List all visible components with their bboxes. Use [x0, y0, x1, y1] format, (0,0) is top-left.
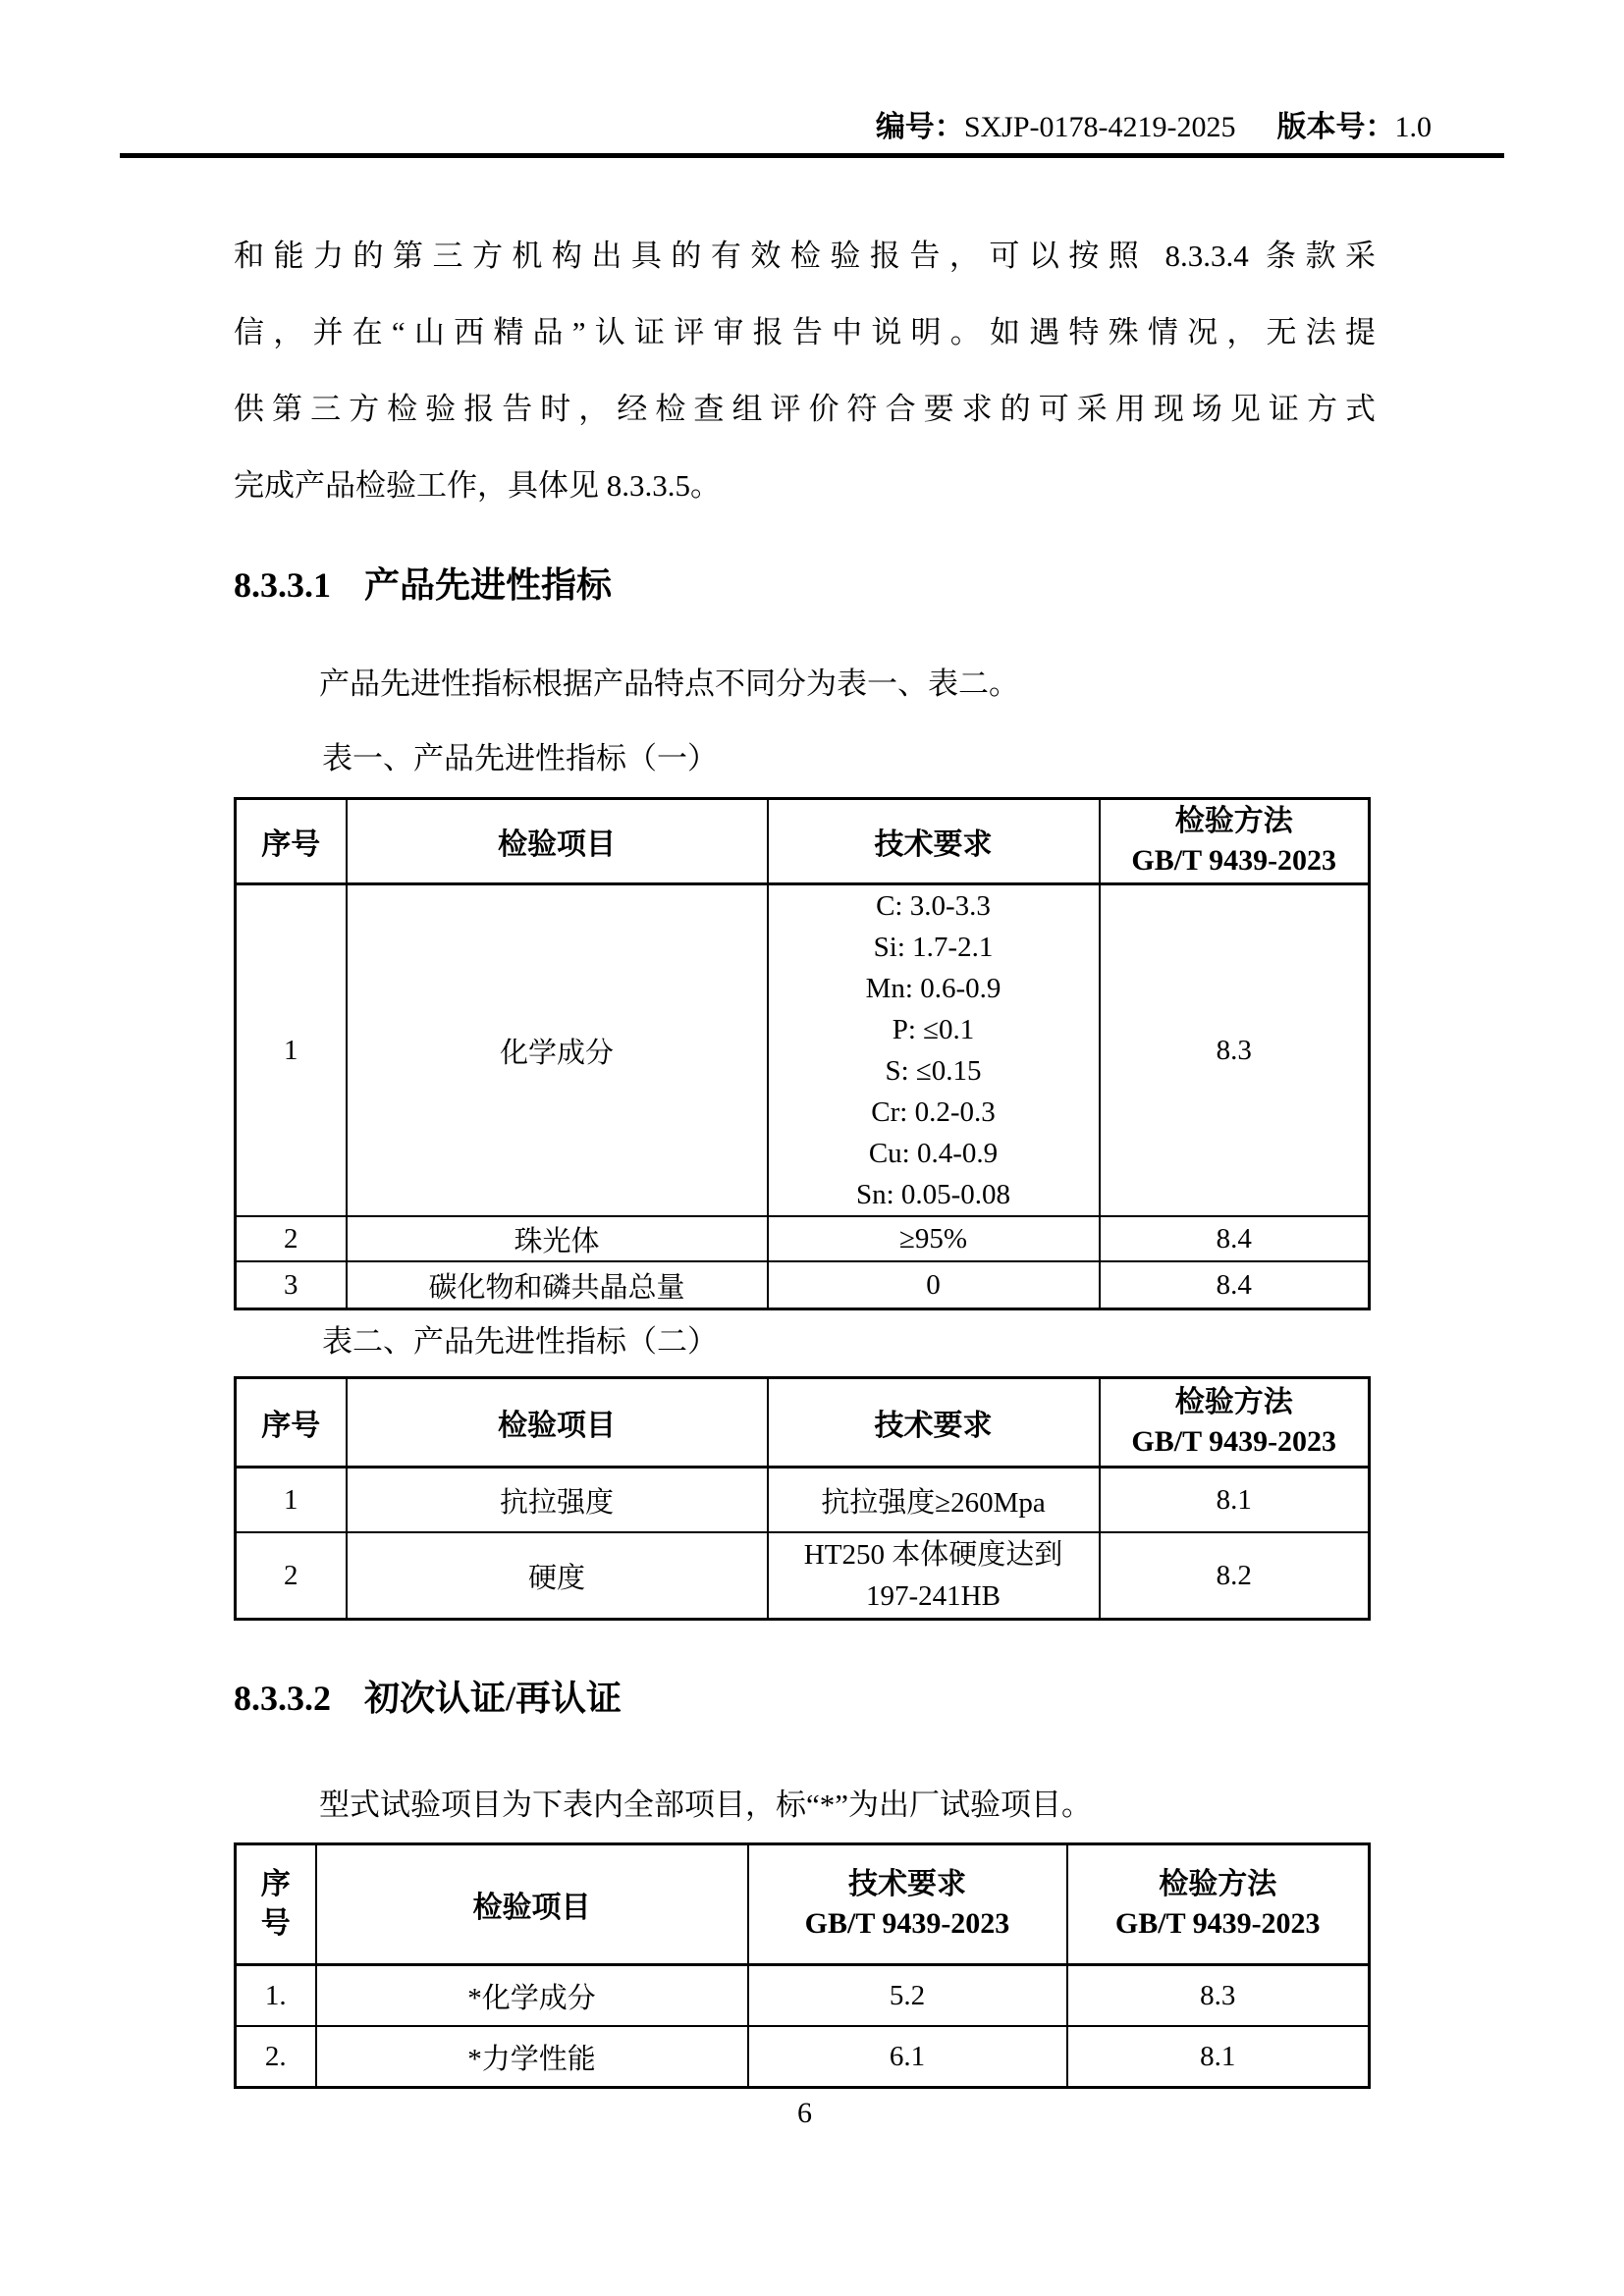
chem-line-cu: Cu: 0.4-0.9: [868, 1138, 999, 1169]
table3-type-test-items: [234, 1842, 1371, 2089]
table1-row-3: [236, 1261, 1370, 1309]
table3-header-requirement: [748, 1844, 1067, 1965]
table1-row-2: [236, 1216, 1370, 1261]
table2-row-1: [236, 1468, 1370, 1533]
table1-header-method-line1: 检验方法: [1174, 805, 1293, 837]
table3-r2-requirement: 6.1: [748, 2026, 1067, 2088]
table2-product-indicators-2: [234, 1376, 1371, 1621]
table3-header-seq-line2: 号: [260, 1907, 291, 1940]
table2-header-method-line2: GB/T 9439-2023: [1131, 1425, 1337, 1458]
table1-r1-requirement: [768, 884, 1100, 1217]
table2-r1-requirement: 抗拉强度≥260Mpa: [768, 1468, 1100, 1533]
chem-line-cr: Cr: 0.2-0.3: [871, 1096, 996, 1128]
table3-r1-seq: 1.: [236, 1965, 316, 2027]
table2-r2-method: 8.2: [1100, 1532, 1370, 1620]
intro-line-4: 完成产品检验工作，具体见 8.3.3.5。: [234, 468, 721, 503]
table2-r1-method: 8.1: [1100, 1468, 1370, 1533]
table2-row-2: [236, 1532, 1370, 1620]
table2-r2-seq: 2: [236, 1532, 347, 1620]
table3-header-req-line2: GB/T 9439-2023: [804, 1907, 1010, 1940]
header-divider-rule: [120, 153, 1504, 158]
table3-r1-requirement: 5.2: [748, 1965, 1067, 2027]
table2-r2-requirement: [768, 1532, 1100, 1620]
table3-header-req-line1: 技术要求: [848, 1868, 966, 1900]
table2-r1-seq: 1: [236, 1468, 347, 1533]
table2-caption: 表二、产品先进性指标（二）: [322, 1324, 718, 1359]
table2-r1-item: 抗拉强度: [347, 1468, 768, 1533]
table1-header-requirement: 技术要求: [768, 799, 1100, 884]
section2-paragraph: 型式试验项目为下表内全部项目，标“*”为出厂试验项目。: [319, 1788, 1093, 1822]
table2-header-row: [236, 1378, 1370, 1468]
table1-r2-requirement: ≥95%: [768, 1216, 1100, 1261]
doc-number-value: SXJP-0178-4219-2025: [963, 111, 1236, 143]
table1-r3-requirement: 0: [768, 1261, 1100, 1309]
table3-r2-seq: 2.: [236, 2026, 316, 2088]
table2-r2-req-line1: HT250 本体硬度达到: [803, 1539, 1063, 1571]
table1-r1-item: 化学成分: [347, 884, 768, 1217]
table2-r2-item: 硬度: [347, 1532, 768, 1620]
section-heading-8-3-3-2: [234, 1675, 1376, 1722]
table2-header-requirement: 技术要求: [768, 1378, 1100, 1468]
chem-line-p: P: ≤0.1: [892, 1014, 975, 1045]
table3-header-seq-line1: 序: [260, 1868, 291, 1900]
table3-row-2: [236, 2026, 1370, 2088]
section-number: 8.3.3.1: [234, 565, 331, 605]
table3-r2-item: *力学性能: [316, 2026, 748, 2088]
table3-header-seq: [236, 1844, 316, 1965]
document-header: [876, 108, 1432, 147]
chem-line-si: Si: 1.7-2.1: [873, 932, 994, 963]
table1-header-row: [236, 799, 1370, 884]
section2-number: 8.3.3.2: [234, 1679, 331, 1718]
table3-r1-method: 8.3: [1067, 1965, 1370, 2027]
table3-header-row: [236, 1844, 1370, 1965]
table2-header-seq: 序号: [236, 1378, 347, 1468]
table1-r3-method: 8.4: [1100, 1261, 1370, 1309]
table3-header-method-line1: 检验方法: [1159, 1868, 1277, 1900]
version-label: 版本号：: [1276, 111, 1395, 143]
table1-r1-method: 8.3: [1100, 884, 1370, 1217]
section2-title: 初次认证/再认证: [364, 1679, 623, 1718]
table1-r3-item: 碳化物和磷共晶总量: [347, 1261, 768, 1309]
version-value: 1.0: [1394, 111, 1432, 143]
table1-row-1: [236, 884, 1370, 1217]
intro-line-2: 信，并在“山西精品”认证评审报告中说明。如遇特殊情况，无法提: [234, 315, 1376, 349]
intro-paragraph: [234, 218, 1376, 524]
table1-header-item: 检验项目: [347, 799, 768, 884]
page-number: 6: [797, 2097, 812, 2129]
intro-line-1: 和能力的第三方机构出具的有效检验报告，可以按照 8.3.3.4 条款采: [234, 239, 1376, 273]
table3-r1-item: *化学成分: [316, 1965, 748, 2027]
chem-line-c: C: 3.0-3.3: [876, 890, 991, 922]
table2-header-method-line1: 检验方法: [1174, 1386, 1293, 1418]
chem-line-s: S: ≤0.15: [885, 1055, 982, 1087]
table1-header-method-line2: GB/T 9439-2023: [1131, 844, 1337, 877]
table2-header-method: [1100, 1378, 1370, 1468]
table1-product-indicators-1: [234, 797, 1371, 1310]
table1-header-seq: 序号: [236, 799, 347, 884]
table1-r1-seq: 1: [236, 884, 347, 1217]
table3-header-item: 检验项目: [316, 1844, 748, 1965]
table1-r2-item: 珠光体: [347, 1216, 768, 1261]
table2-header-item: 检验项目: [347, 1378, 768, 1468]
table3-header-method: [1067, 1844, 1370, 1965]
table1-r2-method: 8.4: [1100, 1216, 1370, 1261]
table1-caption: 表一、产品先进性指标（一）: [322, 741, 718, 775]
table1-header-method: [1100, 799, 1370, 884]
intro-line-3: 供第三方检验报告时，经检查组评价符合要求的可采用现场见证方式: [234, 392, 1376, 426]
table3-header-method-line2: GB/T 9439-2023: [1114, 1907, 1321, 1940]
table3-row-1: [236, 1965, 1370, 2027]
table3-r2-method: 8.1: [1067, 2026, 1370, 2088]
doc-number-label: 编号：: [875, 111, 964, 143]
chem-line-mn: Mn: 0.6-0.9: [865, 973, 1001, 1004]
table2-r2-req-line2: 197-241HB: [866, 1580, 1001, 1612]
section-heading-8-3-3-1: [234, 561, 1376, 609]
table1-r2-seq: 2: [236, 1216, 347, 1261]
table1-r3-seq: 3: [236, 1261, 347, 1309]
section1-paragraph: 产品先进性指标根据产品特点不同分为表一、表二。: [319, 667, 1019, 701]
chem-line-sn: Sn: 0.05-0.08: [855, 1179, 1011, 1210]
section-title: 产品先进性指标: [364, 565, 613, 605]
